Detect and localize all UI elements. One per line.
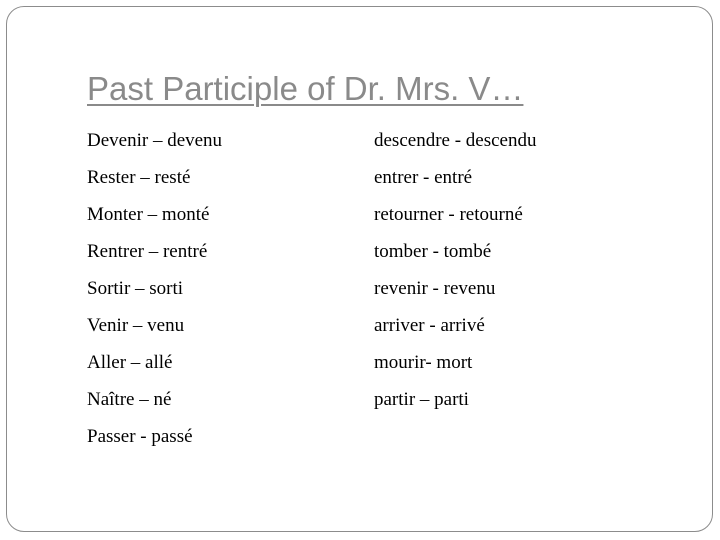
right-verb-list [374, 126, 536, 422]
list-item: descendre - descendu [374, 130, 537, 151]
left-verb-list [87, 126, 222, 459]
list-item: revenir - revenu [374, 278, 496, 299]
list-item: Monter – monté [87, 204, 210, 225]
list-item: Rester – resté [87, 167, 191, 188]
list-item: Naître – né [87, 389, 172, 410]
list-item: tomber - tombé [374, 241, 492, 262]
list-item: retourner - retourné [374, 204, 523, 225]
list-item: entrer - entré [374, 167, 473, 188]
list-item: Passer - passé [87, 426, 193, 447]
slide-frame [6, 6, 713, 532]
list-item: Devenir – devenu [87, 130, 223, 151]
list-item: partir – parti [374, 389, 469, 410]
list-item: mourir- mort [374, 352, 473, 373]
list-item: arriver - arrivé [374, 315, 485, 336]
list-item: Sortir – sorti [87, 278, 184, 299]
list-item: Rentrer – rentré [87, 241, 208, 262]
list-item: Aller – allé [87, 352, 173, 373]
slide-title: Past Participle of Dr. Mrs. V… [87, 70, 524, 107]
list-item: Venir – venu [87, 315, 185, 336]
